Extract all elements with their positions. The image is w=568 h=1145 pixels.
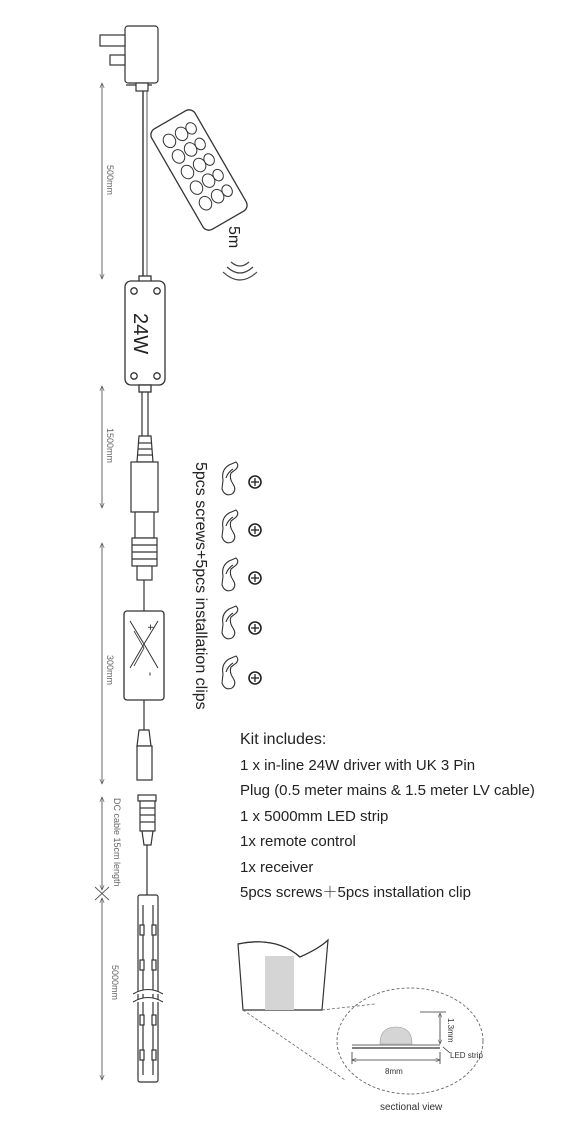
kit-title: Kit includes: xyxy=(240,731,327,748)
kit-item: 1x remote control xyxy=(240,833,356,850)
section-width-label: 8mm xyxy=(385,1067,403,1076)
uk-plug-icon xyxy=(100,26,158,91)
screw-icon xyxy=(249,672,261,684)
section-caption: sectional view xyxy=(380,1102,443,1113)
led-strip-icon xyxy=(133,895,163,1082)
dim-strip-label: 5000mm xyxy=(110,965,120,1001)
kit-includes xyxy=(240,727,535,906)
dimension-lines xyxy=(95,83,109,1080)
kit-item: 1 x in-line 24W driver with UK 3 Pin xyxy=(240,756,476,774)
installation-clip-icon xyxy=(222,606,238,639)
receiver-minus-label: - xyxy=(144,672,158,676)
installation-clip-icon xyxy=(222,510,238,543)
sectional-view xyxy=(238,940,483,1094)
remote-control-icon xyxy=(148,107,249,232)
remote-range-label: 5m xyxy=(225,226,242,249)
receiver-icon xyxy=(124,611,164,700)
kit-item: 5pcs screws＋5pcs installation clip xyxy=(240,884,471,901)
dim-lv-cable-label: 1500mm xyxy=(105,428,115,464)
kit-item: 1x receiver xyxy=(240,858,314,876)
installation-clip-icon xyxy=(222,656,238,689)
dim-dc-cable-label: DC cable 15cm length xyxy=(112,798,122,887)
screw-icon xyxy=(249,476,261,488)
dc-connector-icon xyxy=(131,436,158,580)
clips-label: 5pcs screws+5pcs installation clips xyxy=(192,462,209,710)
dim-mains-label: 500mm xyxy=(105,165,115,196)
installation-clip-icon xyxy=(222,558,238,591)
receiver-plug-icon xyxy=(137,730,152,780)
section-led-strip-label: LED strip xyxy=(450,1051,483,1060)
receiver-plus-label: + xyxy=(144,624,156,631)
signal-waves-icon xyxy=(223,262,257,280)
kit-item: 1 x 5000mm LED strip xyxy=(240,807,389,825)
section-height-label: 1.3mm xyxy=(446,1018,455,1043)
screw-icon xyxy=(249,572,261,584)
installation-clip-icon xyxy=(222,462,238,495)
driver-wattage-label: 24W xyxy=(129,313,151,355)
screw-icon xyxy=(249,622,261,634)
kit-item: Plug (0.5 meter mains & 1.5 meter LV cable) xyxy=(240,782,535,799)
dim-receiver-cable-label: 300mm xyxy=(105,655,115,686)
strip-connector-icon xyxy=(138,795,156,845)
screw-icon xyxy=(249,524,261,536)
